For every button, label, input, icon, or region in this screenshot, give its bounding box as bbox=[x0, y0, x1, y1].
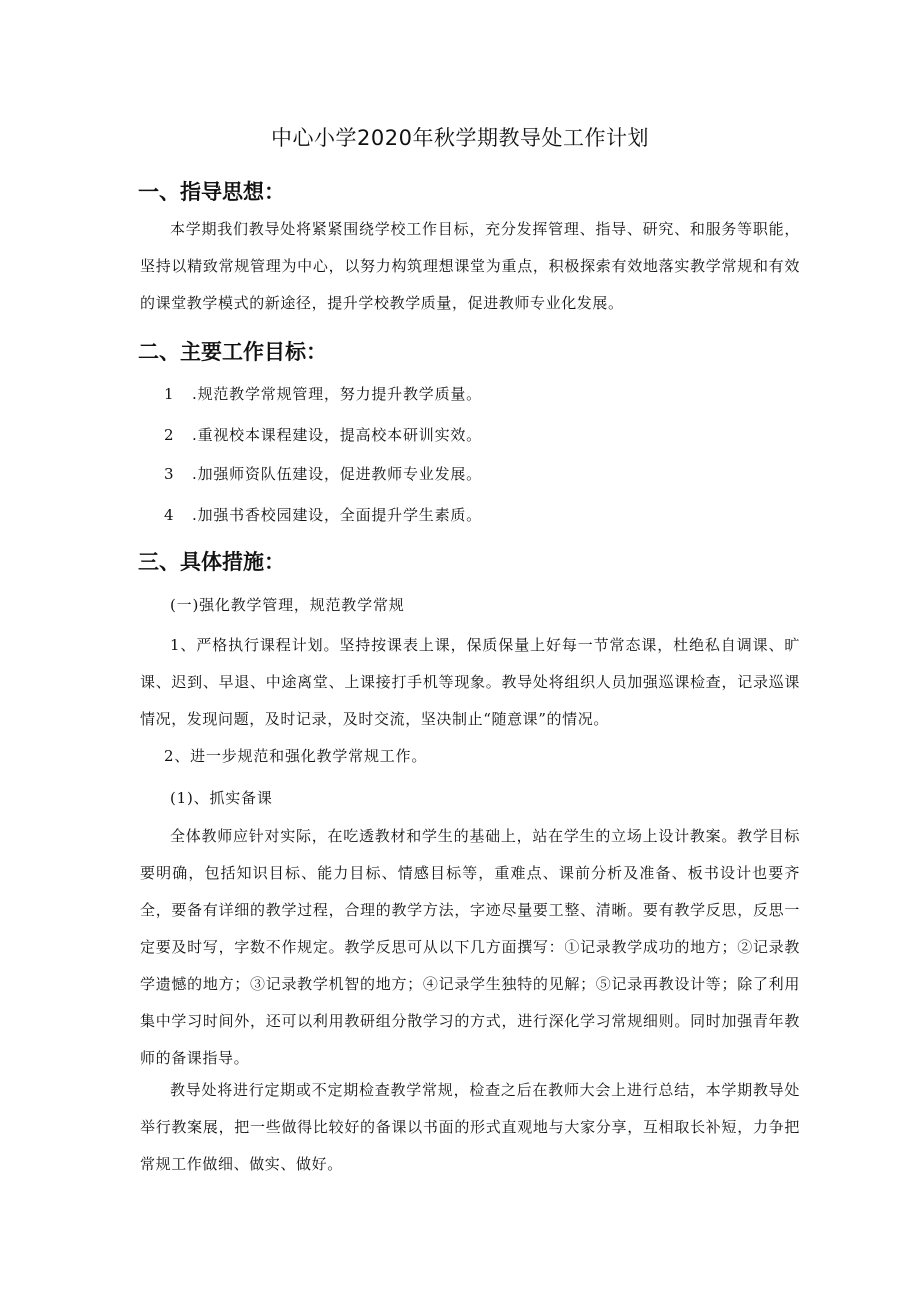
goal-item-text: .规范教学常规管理，努力提升教学质量。 bbox=[192, 385, 482, 403]
subheading-lesson-prep: (1)、抓实备课 bbox=[170, 789, 273, 807]
goal-item bbox=[164, 382, 482, 406]
paragraph-course-plan: 1、严格执行课程计划。坚持按课表上课，保质保量上好每一节常态课，杜绝私自调课、旷课、迟到、早退、中途离堂、上课接打手机等现象。教导处将组织人员加强巡课检查，记录巡课情况，发现问题，及时记录，及时交流，坚决制止“随意课”的情况。 bbox=[140, 636, 800, 728]
goal-item bbox=[164, 503, 482, 527]
goal-item-text: .重视校本课程建设，提高校本研训实效。 bbox=[192, 426, 482, 444]
subheading-teaching-management: (一)强化教学管理，规范教学常规 bbox=[170, 596, 405, 614]
goal-item-text: .加强书香校园建设，全面提升学生素质。 bbox=[192, 506, 482, 524]
goal-item-number: 2 bbox=[164, 426, 175, 444]
paragraph-lesson-prep-details: 全体教师应针对实际，在吃透教材和学生的基础上，站在学生的立场上设计教案。教学目标要明确，包括知识目标、能力目标、情感目标等，重难点、课前分析及准备、板书设计也要齐全，要备有详细的教学过程，合理的教学方法，字迹尽量要工整、清晰。要有教学反思，反思一定要及时写，字数不作规定。教学反思可从以下几方面撰写：①记录教学成功的地方；②记录教学遗憾的地方；③记录教学机智的地方；④记录学生独特的见解；⑤记录再教设计等；除了利用集中学习时间外，还可以利用教研组分散学习的方式，进行深化学习常规细则。同时加强青年教师的备课指导。 bbox=[140, 827, 800, 1067]
goal-item-number: 3 bbox=[164, 465, 175, 483]
goal-item-number: 1 bbox=[164, 385, 175, 403]
goal-item-number: 4 bbox=[164, 506, 175, 524]
paragraph-guiding-thought: 本学期我们教导处将紧紧围绕学校工作目标，充分发挥管理、指导、研究、和服务等职能，坚持以精致常规管理为中心，以努力构筑理想课堂为重点，积极探索有效地落实教学常规和有效的课堂教学模式的新途径，提升学校教学质量，促进教师专业化发展。 bbox=[140, 220, 800, 312]
paragraph-routine-inspection: 教导处将进行定期或不定期检查教学常规，检查之后在教师大会上进行总结，本学期教导处举行教案展，把一些做得比较好的备课以书面的形式直观地与大家分享，互相取长补短，力争把常规工作做细、做实、做好。 bbox=[140, 1081, 800, 1173]
paragraph-standardize-routine: 2、进一步规范和强化教学常规工作。 bbox=[164, 747, 428, 765]
section-heading-guiding-thought: 一、指导思想： bbox=[138, 180, 285, 204]
page-title: 中心小学2020年秋学期教导处工作计划 bbox=[271, 126, 649, 150]
section-heading-measures: 三、具体措施： bbox=[138, 550, 285, 574]
goal-item bbox=[164, 462, 482, 486]
goal-item-text: .加强师资队伍建设，促进教师专业发展。 bbox=[192, 465, 482, 483]
section-heading-main-goals: 二、主要工作目标： bbox=[138, 340, 327, 364]
goal-item bbox=[164, 423, 482, 447]
